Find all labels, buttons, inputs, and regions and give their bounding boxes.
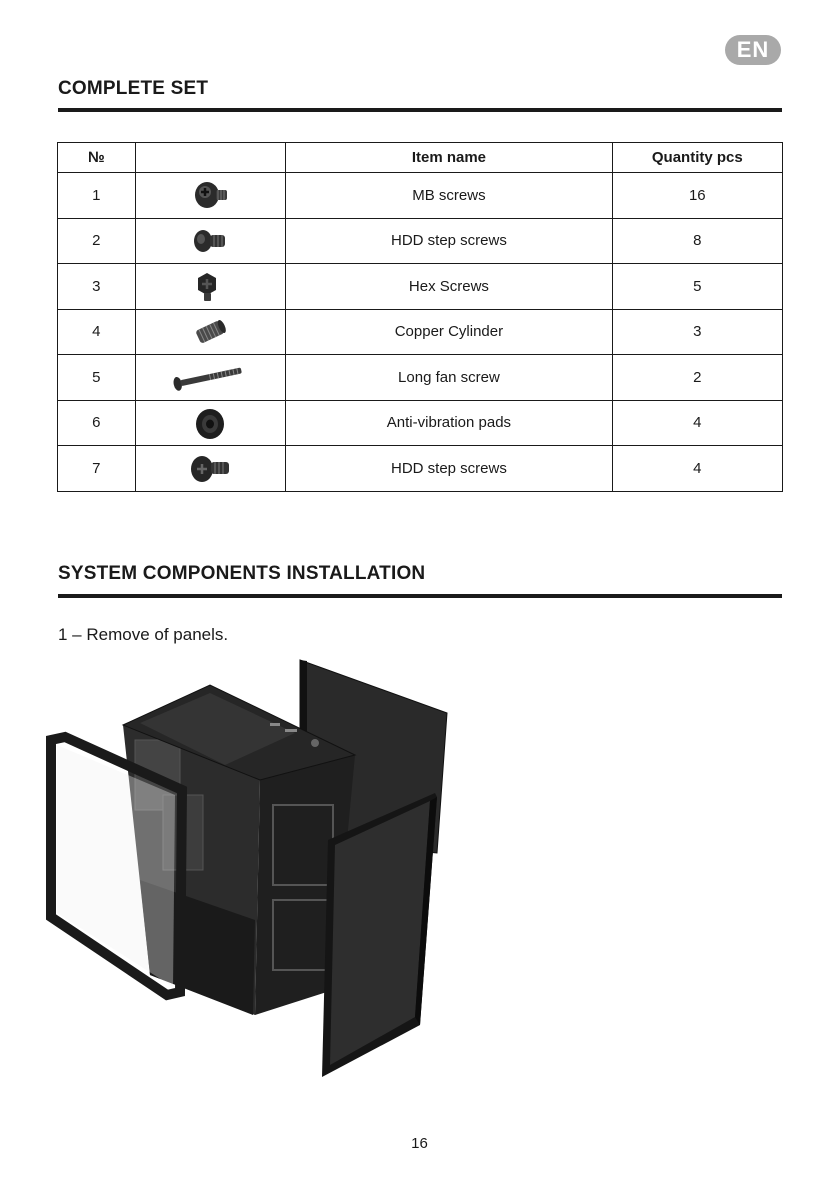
anti-vibration-pad-icon: [190, 403, 230, 443]
row-image: [135, 173, 286, 219]
row-image: [135, 264, 286, 310]
table-row: [58, 173, 783, 219]
section-rule: [58, 108, 782, 112]
complete-set-table: [57, 142, 783, 492]
row-image: [135, 400, 286, 446]
row-quantity: 4: [612, 400, 782, 446]
row-quantity: 4: [612, 446, 782, 492]
row-item-name: Copper Cylinder: [286, 309, 612, 355]
row-number: 1: [58, 173, 136, 219]
row-number: 4: [58, 309, 136, 355]
row-item-name: MB screws: [286, 173, 612, 219]
header-quantity: Quantity pcs: [612, 143, 782, 173]
language-badge: EN: [725, 35, 781, 65]
table-row: [58, 400, 783, 446]
row-image: [135, 446, 286, 492]
row-image: [135, 218, 286, 264]
row-number: 7: [58, 446, 136, 492]
row-quantity: 5: [612, 264, 782, 310]
row-item-name: Anti-vibration pads: [286, 400, 612, 446]
row-item-name: Hex Screws: [286, 264, 612, 310]
header-image: [135, 143, 286, 173]
row-image: [135, 309, 286, 355]
row-image: [135, 355, 286, 401]
table-row: [58, 446, 783, 492]
row-item-name: Long fan screw: [286, 355, 612, 401]
step-1-text: 1 – Remove of panels.: [58, 625, 229, 644]
table-row: [58, 309, 783, 355]
section-title-complete-set: COMPLETE SET: [58, 78, 209, 99]
row-number: 3: [58, 264, 136, 310]
row-item-name: HDD step screws: [286, 446, 612, 492]
row-quantity: 16: [612, 173, 782, 219]
hdd-step-screw-icon: [190, 226, 230, 256]
page-number: 16: [411, 1135, 428, 1152]
long-fan-screw-icon: [170, 359, 250, 395]
row-item-name: HDD step screws: [286, 218, 612, 264]
row-quantity: 2: [612, 355, 782, 401]
table-header-row: [58, 143, 783, 173]
row-quantity: 3: [612, 309, 782, 355]
section-rule: [58, 594, 782, 598]
mb-screw-icon: [190, 177, 230, 213]
section-title-installation: SYSTEM COMPONENTS INSTALLATION: [58, 563, 426, 584]
header-item-name: Item name: [286, 143, 612, 173]
hex-screw-icon: [190, 269, 230, 303]
header-number: №: [58, 143, 136, 173]
row-quantity: 8: [612, 218, 782, 264]
row-number: 2: [58, 218, 136, 264]
row-number: 5: [58, 355, 136, 401]
table-row: [58, 264, 783, 310]
pc-case-exploded-illustration: [45, 655, 455, 1080]
row-number: 6: [58, 400, 136, 446]
copper-cylinder-icon: [190, 314, 230, 350]
hdd-step-screw-icon: [187, 450, 233, 486]
table-row: [58, 355, 783, 401]
table-row: [58, 218, 783, 264]
